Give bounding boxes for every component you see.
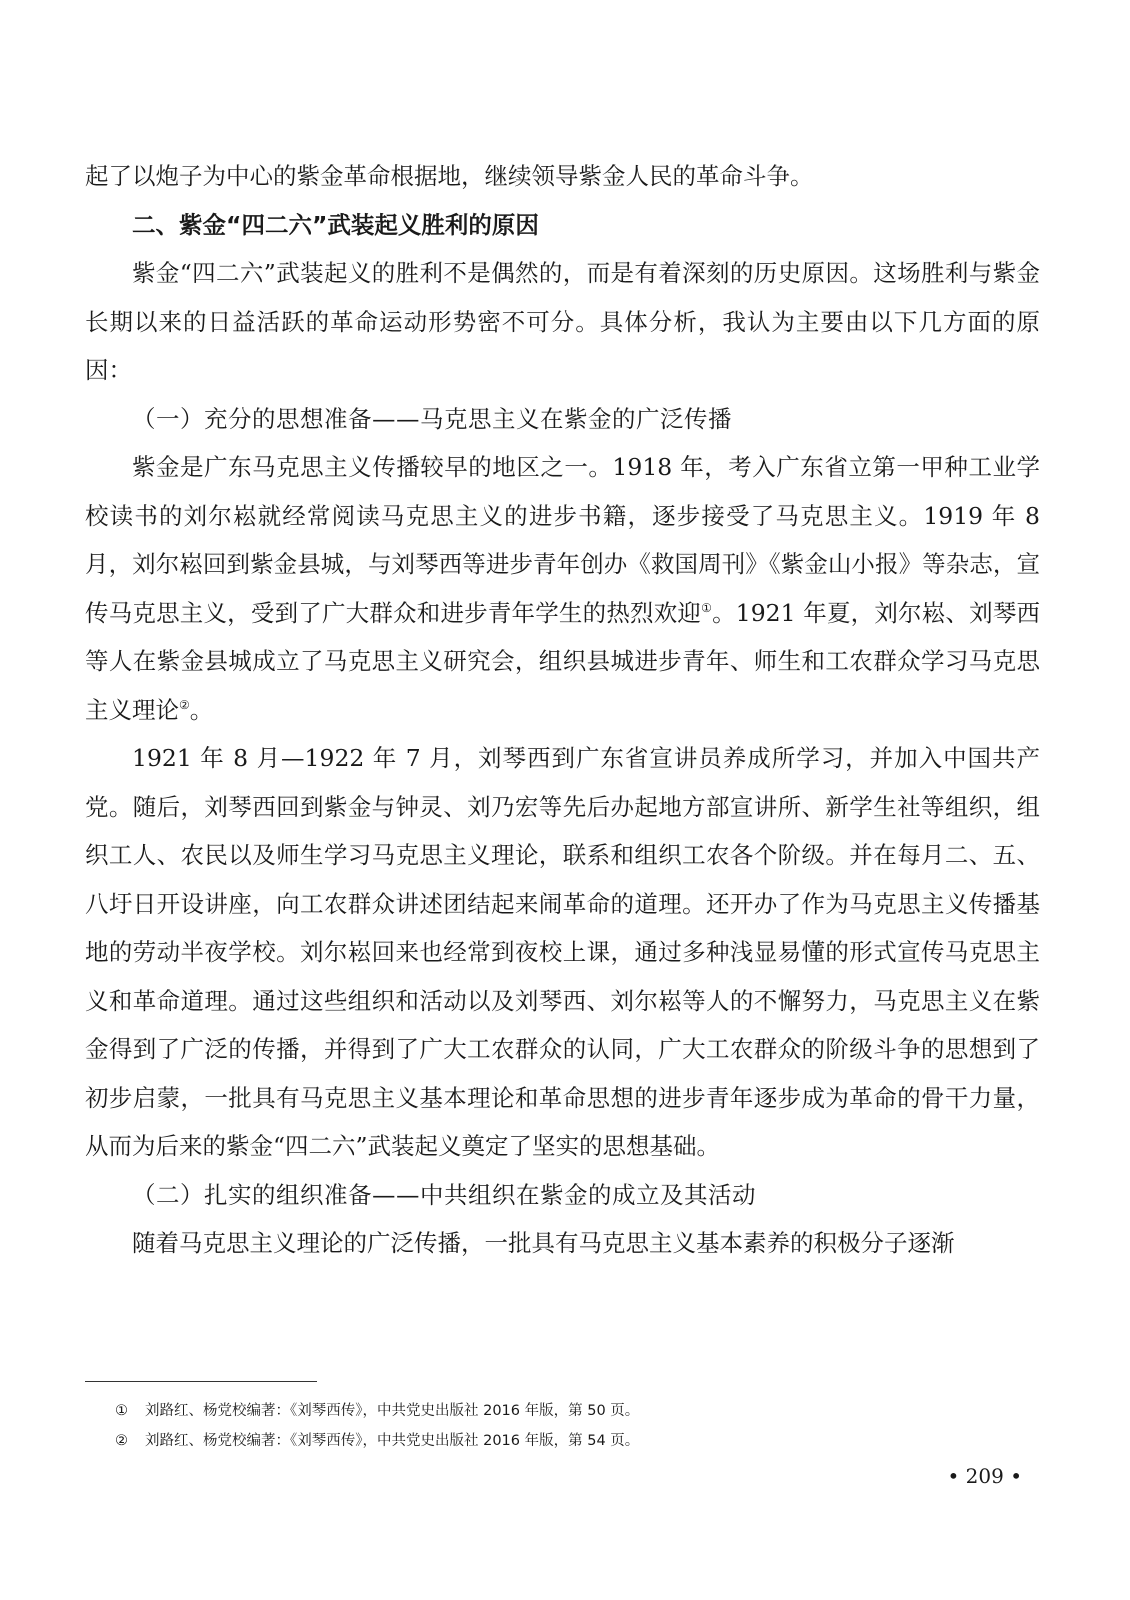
footnote-text: 刘路红、杨党校编著：《刘琴西传》，中共党史出版社 2016 年版，第 50 页。: [145, 1403, 640, 1419]
body-text: [85, 152, 1040, 1268]
paragraph-text: 紫金是广东马克思主义传播较早的地区之一。1918 年，考入广东省立第一甲种工业学校读书的刘尔崧就经常阅读马克思主义的进步书籍，逐步接受了马克思主义。1919 年 8 月，刘尔崧回到紫金县城，与刘琴西等进步青年创办《救国周刊》《紫金山小报》等杂志，宣传马克思主义，受到了广大群众和进步青年学生的热烈欢迎: [85, 453, 1040, 627]
footnote-item: [115, 1396, 1015, 1426]
paragraph: 1921 年 8 月—1922 年 7 月，刘琴西到广东省宣讲员养成所学习，并加入中国共产党。随后，刘琴西回到紫金与钟灵、刘乃宏等先后办起地方部宣讲所、新学生社等组织，组织工人、农民以及师生学习马克思主义理论，联系和组织工农各个阶级。并在每月二、五、八圩日开设讲座，向工农群众讲述团结起来闹革命的道理。还开办了作为马克思主义传播基地的劳动半夜学校。刘尔崧回来也经常到夜校上课，通过多种浅显易懂的形式宣传马克思主义和革命道理。通过这些组织和活动以及刘琴西、刘尔崧等人的不懈努力，马克思主义在紫金得到了广泛的传播，并得到了广大工农群众的认同，广大工农群众的阶级斗争的思想到了初步启蒙，一批具有马克思主义基本理论和革命思想的进步青年逐步成为革命的骨干力量，从而为后来的紫金“四二六”武装起义奠定了坚实的思想基础。: [85, 744, 1040, 1160]
footnote-ref-2[interactable]: ②: [179, 697, 190, 712]
paragraph-continuation: 起了以炮子为中心的紫金革命根据地，继续领导紫金人民的革命斗争。: [85, 162, 814, 190]
subsection-heading-2: （二）扎实的组织准备——中共组织在紫金的成立及其活动: [132, 1180, 756, 1209]
paragraph-with-footnotes: [85, 443, 1040, 734]
footnote-mark: ①: [115, 1403, 128, 1419]
paragraph: 紫金“四二六”武装起义的胜利不是偶然的，而是有着深刻的历史原因。这场胜利与紫金长期以来的日益活跃的革命运动形势密不可分。具体分析，我认为主要由以下几方面的原因：: [85, 259, 1040, 384]
footnote-divider: [85, 1381, 317, 1382]
footnote-mark: ②: [115, 1433, 128, 1449]
subsection-heading-1: （一）充分的思想准备——马克思主义在紫金的广泛传播: [132, 404, 732, 433]
footnote-item: [115, 1426, 1015, 1456]
footnote-text: 刘路红、杨党校编著：《刘琴西传》，中共党史出版社 2016 年版，第 54 页。: [145, 1433, 640, 1449]
paragraph: 随着马克思主义理论的广泛传播，一批具有马克思主义基本素养的积极分子逐渐: [132, 1229, 955, 1257]
section-heading: 二、紫金“四二六”武装起义胜利的原因: [132, 210, 539, 239]
footnote-ref-1[interactable]: ①: [701, 600, 713, 615]
footnotes: [115, 1396, 1015, 1456]
paragraph-text: 。1921 年夏，刘尔崧、刘琴西等人在紫金县城成立了马克思主义研究会，组织县城进步青年、师生和工农群众学习马克思主义理论: [85, 598, 1041, 724]
page-number: • 209 •: [947, 1464, 1022, 1488]
paragraph-text: 。: [189, 695, 214, 724]
